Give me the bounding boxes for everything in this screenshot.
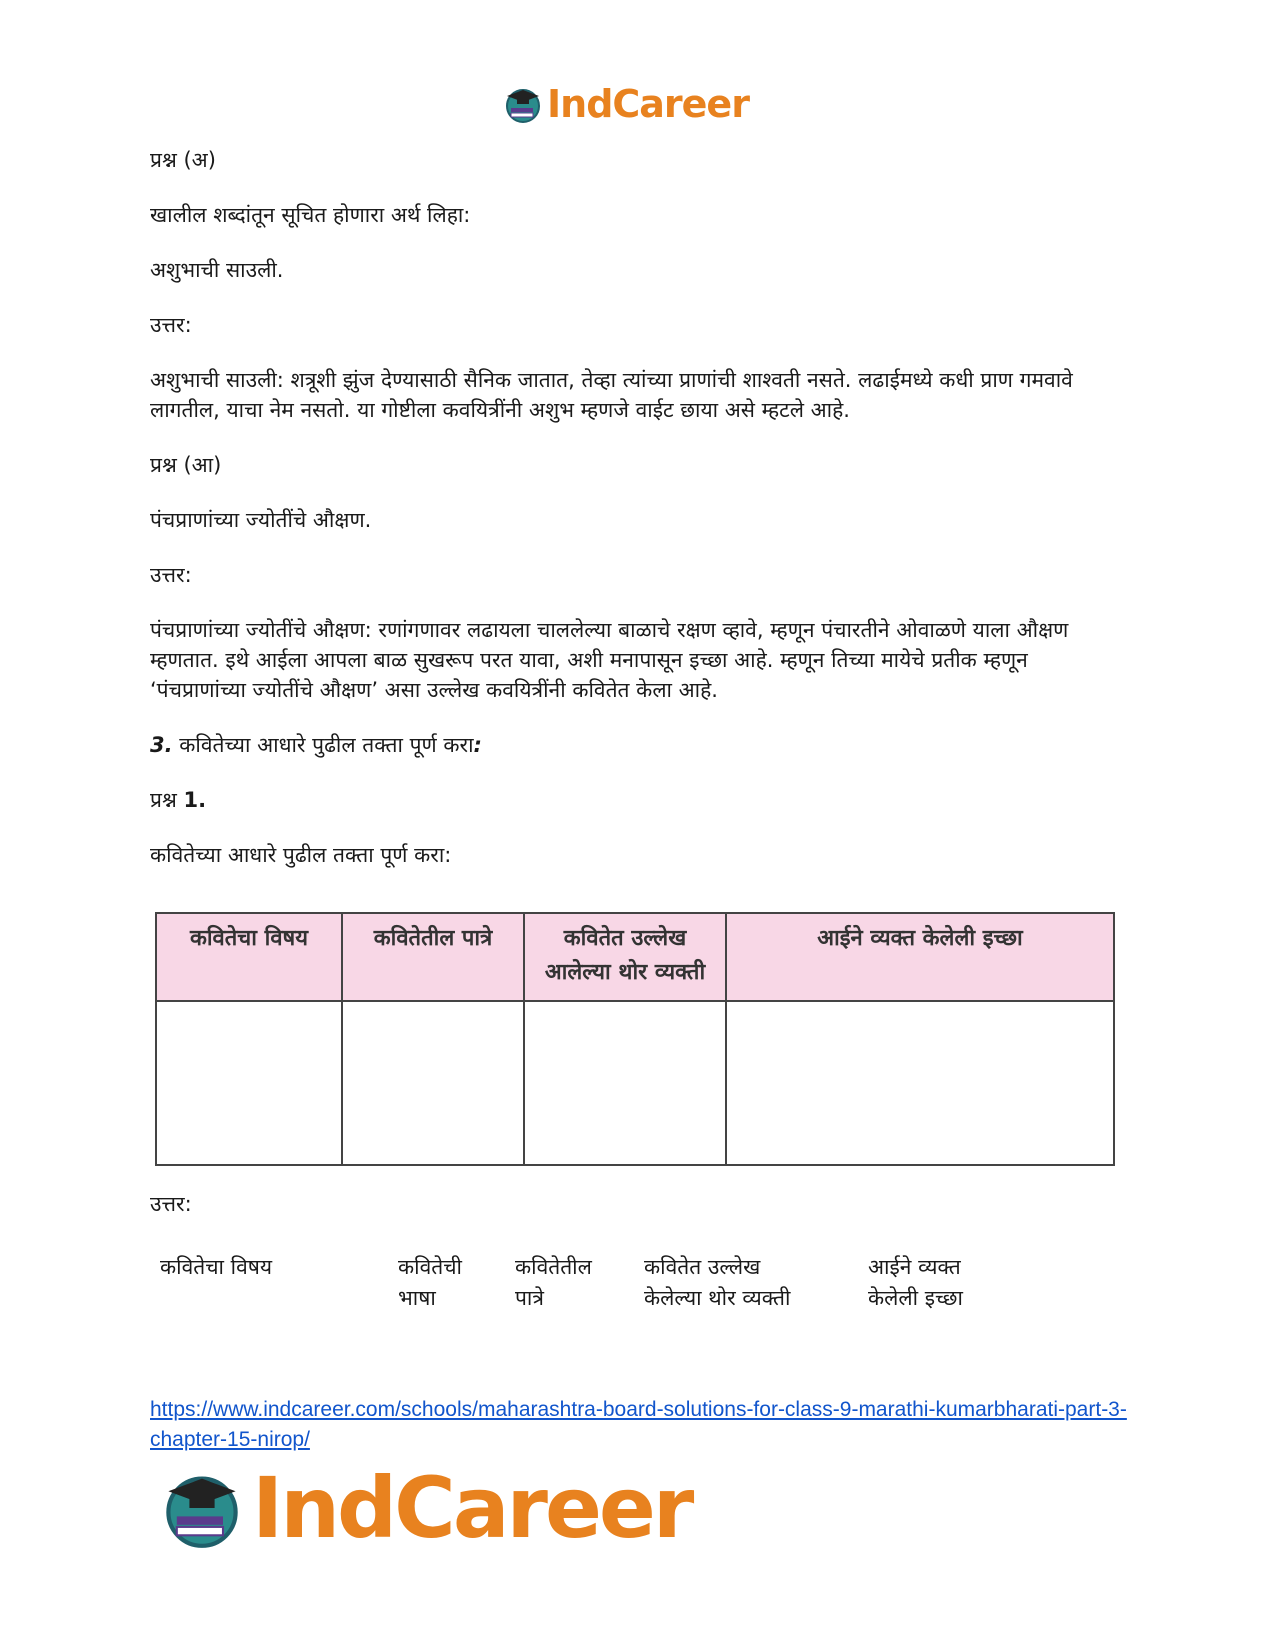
logo-text: IndCareer xyxy=(252,1459,692,1557)
question-a-label: प्रश्न (अ) xyxy=(150,148,216,172)
answer-label: उत्तर: xyxy=(150,1192,192,1216)
question-a-answer: अशुभाची साउली: शत्रूशी झुंज देण्यासाठी सैनिक जातात, तेव्हा त्यांच्या प्राणांची शाश्वती नसते. लढाईमध्ये कधी प्राण गमवावे लागतील, याचा नेम नसतो. या गोष्टीला कवयित्रींनी अशुभ म्हणजे वाईट छाया असे म्हटले आहे. xyxy=(150,368,1073,422)
document-body xyxy=(150,145,1125,895)
header-logo xyxy=(503,80,749,128)
answer-col-subject-line: कवितेचा विषय xyxy=(160,1255,273,1279)
answer-col-great-persons-line1: कवितेत उल्लेख xyxy=(644,1255,761,1279)
answer-col-great-persons xyxy=(644,1252,790,1314)
question-b-answer: पंचप्राणांच्या ज्योतींचे औक्षण: रणांगणावर लढायला चाललेल्या बाळाचे रक्षण व्हावे, म्हणून पंचारतीने ओवाळणे याला औक्षण म्हणतात. इथे आईला आपला बाळ सुखरूप परत यावा, अशी मनापासून इच्छा आहे. म्हणून तिच्या मायेचे प्रतीक म्हणून ‘पंचप्राणांच्या ज्योतींचे औक्षण’ असा उल्लेख कवयित्रींनी कवितेत केला आहे. xyxy=(150,618,1069,702)
answer-col-mother-wish-line2: केलेली इच्छा xyxy=(868,1286,963,1310)
answer-col-subject xyxy=(160,1252,272,1283)
question-1-instruction: कवितेच्या आधारे पुढील तक्ता पूर्ण करा: xyxy=(150,843,452,867)
answer-col-characters-line1: कवितेतील xyxy=(515,1255,592,1279)
table-cell xyxy=(156,1001,342,1165)
table-header-characters: कवितेतील पात्रे xyxy=(342,913,524,1001)
section-3-text: कवितेच्या आधारे पुढील तक्ता पूर्ण करा xyxy=(179,733,474,757)
answer-col-characters-line2: पात्रे xyxy=(515,1286,544,1310)
logo-text: IndCareer xyxy=(547,82,749,126)
answer-col-language xyxy=(398,1252,462,1314)
table-header-mother-wish: आईने व्यक्त केलेली इच्छा xyxy=(726,913,1114,1001)
table-cell xyxy=(726,1001,1114,1165)
question-1-label xyxy=(150,785,1125,815)
source-link[interactable]: https://www.indcareer.com/schools/maharashtra-board-solutions-for-class-9-marathi-kumarbharati-part-3-chapter-15-nirop/ xyxy=(150,1398,1127,1451)
table-row xyxy=(156,1001,1114,1165)
question-a-instruction: खालील शब्दांतून सूचित होणारा अर्थ लिहा: xyxy=(150,203,471,227)
question-a-phrase: अशुभाची साउली. xyxy=(150,258,284,282)
section-3-heading xyxy=(150,730,1125,760)
question-1-label-number: 1. xyxy=(183,788,207,812)
answer-col-language-line2: भाषा xyxy=(398,1286,436,1310)
question-b-answer-label: उत्तर: xyxy=(150,563,192,587)
question-a-answer-label: उत्तर: xyxy=(150,313,192,337)
question-1-label-text: प्रश्न xyxy=(150,788,177,812)
section-3-colon: : xyxy=(473,733,482,757)
graduation-cap-globe-icon xyxy=(503,84,543,124)
table-header-subject: कवितेचा विषय xyxy=(156,913,342,1001)
question-b-label: प्रश्न (आ) xyxy=(150,453,222,477)
table-cell xyxy=(342,1001,524,1165)
section-3-number: 3. xyxy=(150,733,173,757)
answer-col-mother-wish xyxy=(868,1252,963,1314)
footer-logo xyxy=(160,1460,691,1556)
graduation-cap-globe-icon xyxy=(160,1466,244,1550)
table-header-row xyxy=(156,913,1114,1001)
answer-col-mother-wish-line1: आईने व्यक्त xyxy=(868,1255,961,1279)
question-b-phrase: पंचप्राणांच्या ज्योतींचे औक्षण. xyxy=(150,508,372,532)
answer-col-characters xyxy=(515,1252,592,1314)
poem-chart-table xyxy=(155,912,1115,1166)
answer-col-great-persons-line2: केलेल्या थोर व्यक्ती xyxy=(644,1286,791,1310)
answer-col-language-line1: कवितेची xyxy=(398,1255,462,1279)
table-cell xyxy=(524,1001,726,1165)
table-header-great-persons: कवितेत उल्लेख आलेल्या थोर व्यक्ती xyxy=(524,913,726,1001)
